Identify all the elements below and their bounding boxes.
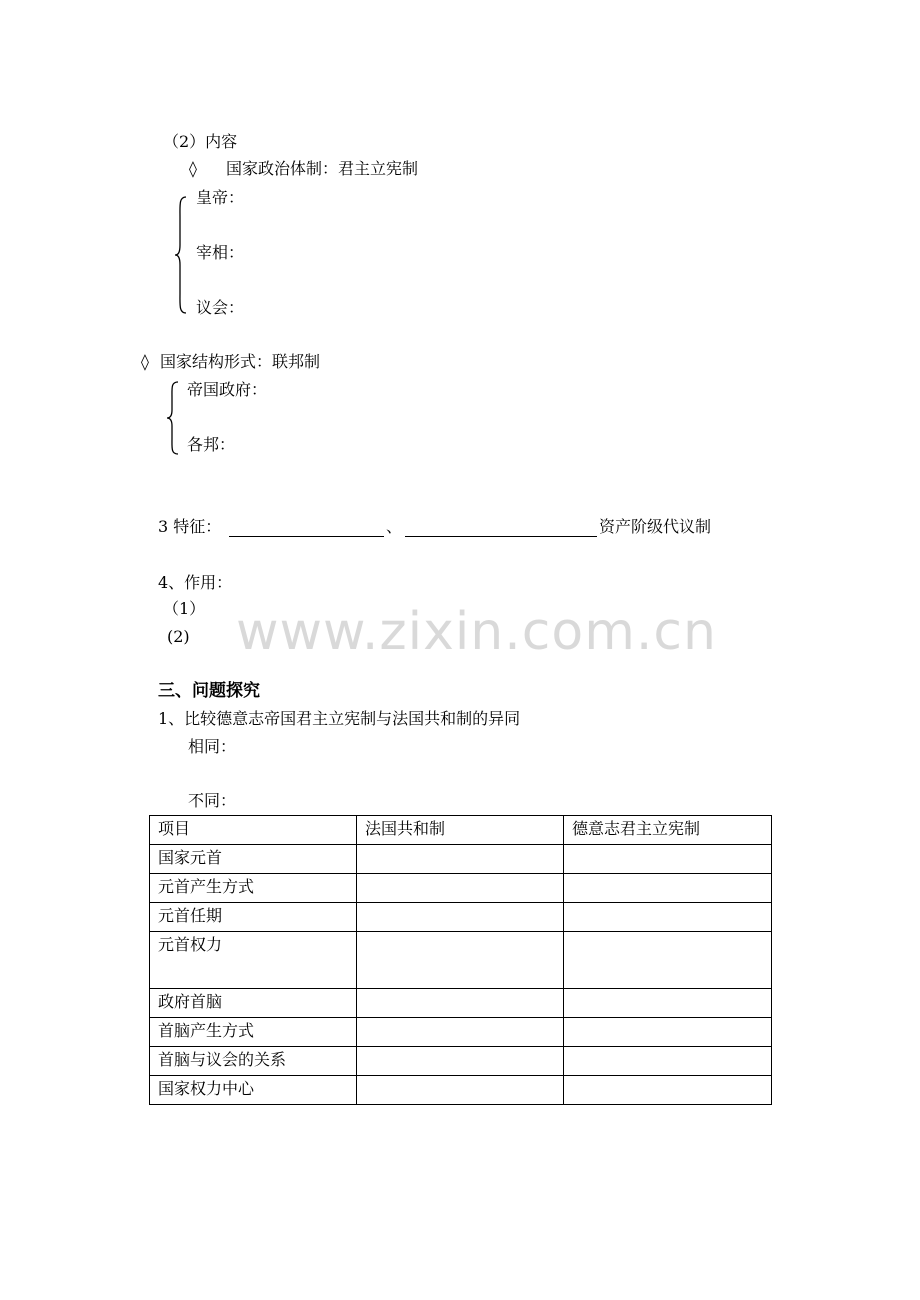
inquiry-question: 1、比较德意志帝国君主立宪制与法国共和制的异同 (158, 709, 521, 728)
role-item-1: （1） (163, 599, 206, 618)
table-header: 法国共和制 (357, 816, 564, 845)
role-heading: 4、作用： (158, 573, 233, 592)
table-cell (357, 845, 564, 874)
blank-line (229, 536, 384, 537)
table-header: 德意志君主立宪制 (564, 816, 772, 845)
table-row (150, 874, 772, 903)
role-item-2: (2) (167, 627, 190, 646)
table-header: 项目 (150, 816, 357, 845)
features-suffix: 资产阶级代议制 (599, 517, 712, 536)
diamond-bullet-icon: ◊ (189, 159, 197, 178)
row-label: 元首权力 (150, 932, 357, 989)
diff-label: 不同： (188, 791, 237, 810)
same-label: 相同： (188, 737, 237, 756)
table-cell (564, 874, 772, 903)
row-label: 国家元首 (150, 845, 357, 874)
table-row (150, 845, 772, 874)
features-separator: 、 (386, 517, 403, 536)
row-label: 国家权力中心 (150, 1076, 357, 1105)
table-cell (357, 874, 564, 903)
table-cell (357, 1018, 564, 1047)
table-cell (357, 989, 564, 1018)
row-label: 首脑与议会的关系 (150, 1047, 357, 1076)
section-heading: （2）内容 (163, 132, 238, 151)
table-cell (357, 1076, 564, 1105)
table-cell (564, 932, 772, 989)
table-row (150, 1047, 772, 1076)
table-cell (357, 1047, 564, 1076)
table-cell (357, 932, 564, 989)
row-label: 元首任期 (150, 903, 357, 932)
political-system-label: 国家政治体制：君主立宪制 (226, 159, 419, 178)
table-row (150, 1076, 772, 1105)
political-item-parliament: 议会： (196, 298, 245, 317)
blank-line (405, 536, 597, 537)
table-row (150, 903, 772, 932)
table-cell (564, 845, 772, 874)
row-label: 政府首脑 (150, 989, 357, 1018)
table-cell (564, 1018, 772, 1047)
political-item-emperor: 皇帝： (196, 188, 245, 207)
table-header-row (150, 816, 772, 845)
table-cell (357, 903, 564, 932)
structure-item-imperial-government: 帝国政府： (187, 380, 268, 399)
watermark: www.zixin.com.cn (236, 602, 717, 662)
left-brace-icon (166, 380, 180, 456)
row-label: 首脑产生方式 (150, 1018, 357, 1047)
table-cell (564, 903, 772, 932)
table-cell (564, 1076, 772, 1105)
table-row (150, 932, 772, 989)
table-cell (564, 989, 772, 1018)
row-label: 元首产生方式 (150, 874, 357, 903)
comparison-table (149, 815, 772, 1105)
diamond-bullet-icon: ◊ (141, 352, 149, 371)
structure-label: 国家结构形式：联邦制 (160, 352, 321, 371)
political-item-chancellor: 宰相： (196, 243, 245, 262)
structure-item-states: 各邦： (187, 435, 236, 454)
left-brace-icon (174, 195, 188, 315)
table-row (150, 1018, 772, 1047)
table-cell (564, 1047, 772, 1076)
table-row (150, 989, 772, 1018)
inquiry-heading: 三、问题探究 (158, 681, 260, 701)
features-label: 3 特征： (158, 517, 222, 536)
